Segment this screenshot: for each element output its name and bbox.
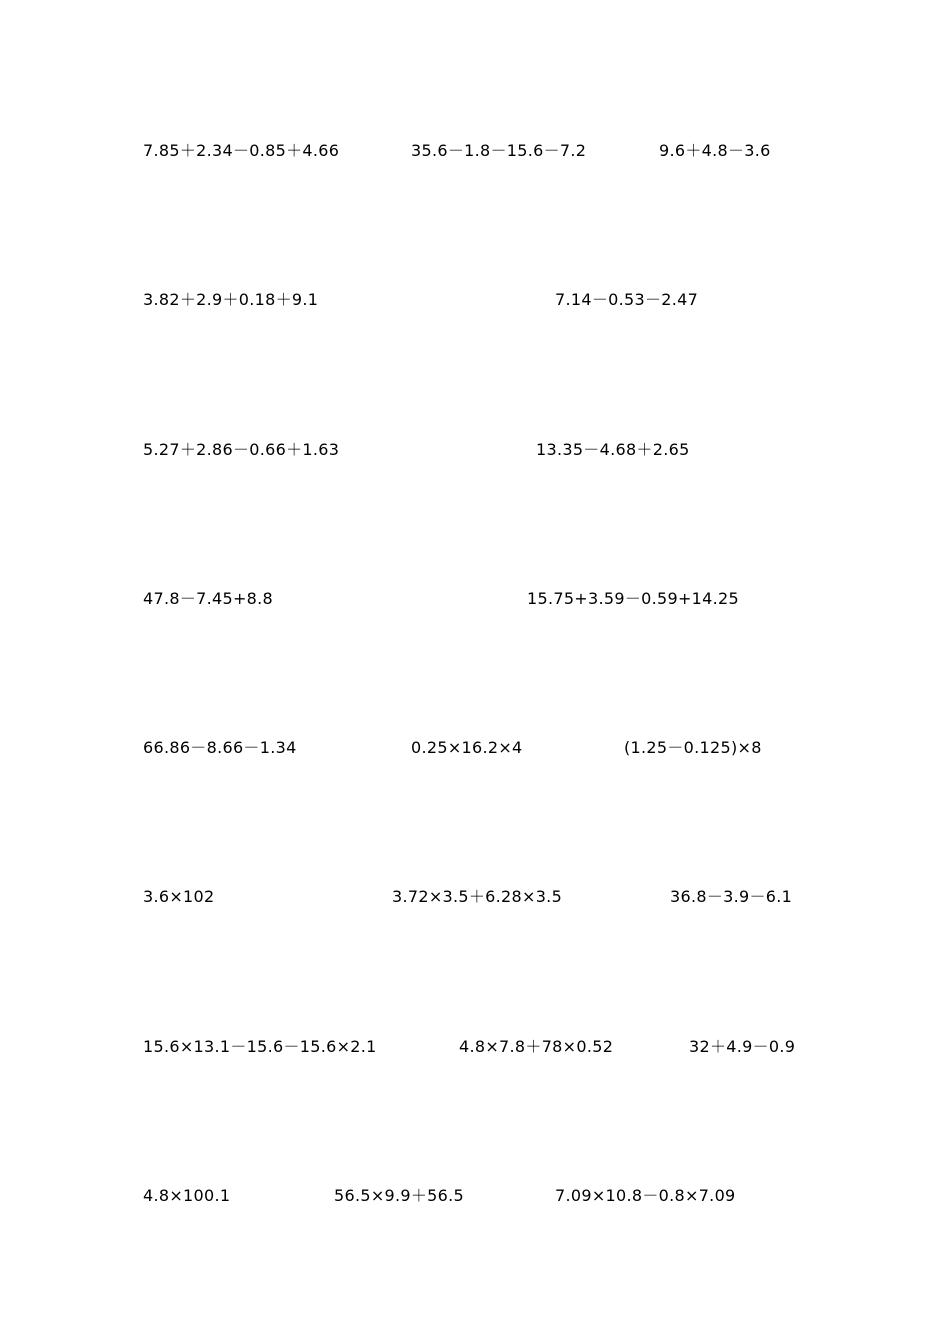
problem-1-2: 35.6－1.8－15.6－7.2 (411, 141, 587, 160)
problem-5-2: 0.25×16.2×4 (411, 738, 523, 757)
problem-4-2: 15.75+3.59－0.59+14.25 (527, 589, 739, 608)
problem-3-2: 13.35－4.68＋2.65 (536, 440, 690, 459)
problem-5-1: 66.86－8.66－1.34 (143, 738, 297, 757)
problem-2-2: 7.14－0.53－2.47 (555, 290, 699, 309)
problem-7-3: 32＋4.9－0.9 (689, 1037, 796, 1056)
problem-1-3: 9.6＋4.8－3.6 (659, 141, 771, 160)
problem-7-1: 15.6×13.1－15.6－15.6×2.1 (143, 1037, 377, 1056)
problem-6-1: 3.6×102 (143, 887, 215, 906)
problem-8-1: 4.8×100.1 (143, 1186, 231, 1205)
problem-3-1: 5.27＋2.86－0.66＋1.63 (143, 440, 340, 459)
problem-5-3: (1.25－0.125)×8 (624, 738, 762, 757)
problem-6-3: 36.8－3.9－6.1 (670, 887, 793, 906)
problem-6-2: 3.72×3.5＋6.28×3.5 (392, 887, 563, 906)
problem-1-1: 7.85＋2.34－0.85＋4.66 (143, 141, 340, 160)
problem-8-3: 7.09×10.8－0.8×7.09 (555, 1186, 736, 1205)
problem-4-1: 47.8－7.45+8.8 (143, 589, 274, 608)
problem-8-2: 56.5×9.9＋56.5 (334, 1186, 465, 1205)
problem-2-1: 3.82＋2.9＋0.18＋9.1 (143, 290, 319, 309)
problem-7-2: 4.8×7.8＋78×0.52 (459, 1037, 614, 1056)
